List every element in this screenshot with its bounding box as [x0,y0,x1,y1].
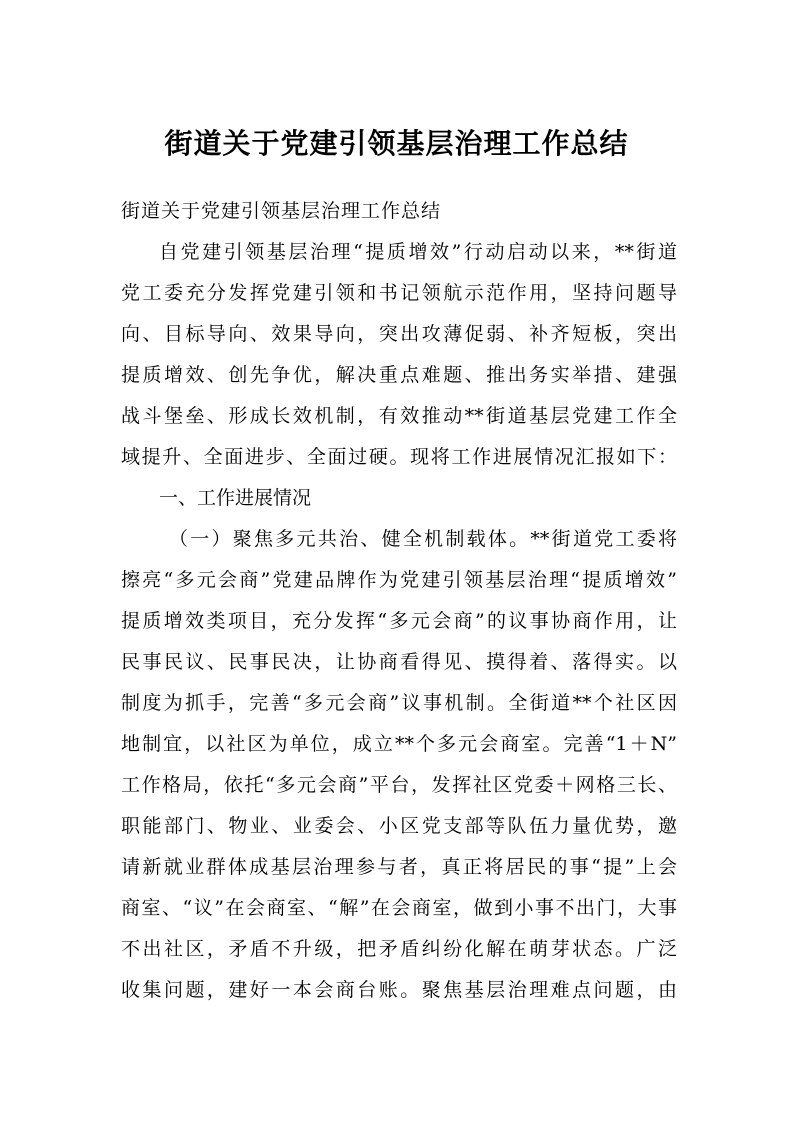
paragraph-line: 商室、“议”在会商室、“解”在会商室，做到小事不出门，大事 [121,897,677,919]
paragraph-line: 收集问题，建好一本会商台账。聚焦基层治理难点问题，由 [121,979,677,1001]
document-title: 街道关于党建引领基层治理工作总结 [164,127,629,160]
paragraph-line: 战斗堡垒、形成长效机制，有效推动**街道基层党建工作全 [121,405,677,427]
paragraph-line: 擦亮“多元会商”党建品牌作为党建引领基层治理“提质增效” [121,569,677,591]
paragraph-line: 职能部门、物业、业委会、小区党支部等队伍力量优势，邀 [121,815,677,837]
document-subtitle: 街道关于党建引领基层治理工作总结 [121,200,442,222]
paragraph-line: 向、目标导向、效果导向，突出攻薄促弱、补齐短板，突出 [121,323,677,345]
paragraph-line: 党工委充分发挥党建引领和书记领航示范作用，坚持问题导 [121,282,677,304]
paragraph-line: 请新就业群体成基层治理参与者，真正将居民的事“提”上会 [121,856,677,878]
paragraph-line: 制度为抓手，完善“多元会商”议事机制。全街道**个社区因 [121,692,677,714]
paragraph-line: 不出社区，矛盾不升级，把矛盾纠纷化解在萌芽状态。广泛 [121,938,677,960]
paragraph-line: 域提升、全面进步、全面过硬。现将工作进展情况汇报如下： [121,446,677,468]
paragraph-line: 地制宜，以社区为单位，成立**个多元会商室。完善“1＋N” [121,733,677,755]
paragraph-line: 民事民议、民事民决，让协商看得见、摸得着、落得实。以 [121,651,677,673]
document-body [121,191,677,1011]
paragraph-line: （一）聚焦多元共治、健全机制载体。**街道党工委将 [169,528,677,550]
paragraph-line: 自党建引领基层治理“提质增效”行动启动以来，**街道 [159,241,677,263]
section-heading: 一、工作进展情况 [159,487,312,509]
paragraph-line: 工作格局，依托“多元会商”平台，发挥社区党委＋网格三长、 [121,774,677,796]
paragraph-line: 提质增效、创先争优，解决重点难题、推出务实举措、建强 [121,364,677,386]
paragraph-line: 提质增效类项目，充分发挥“多元会商”的议事协商作用，让 [121,610,677,632]
